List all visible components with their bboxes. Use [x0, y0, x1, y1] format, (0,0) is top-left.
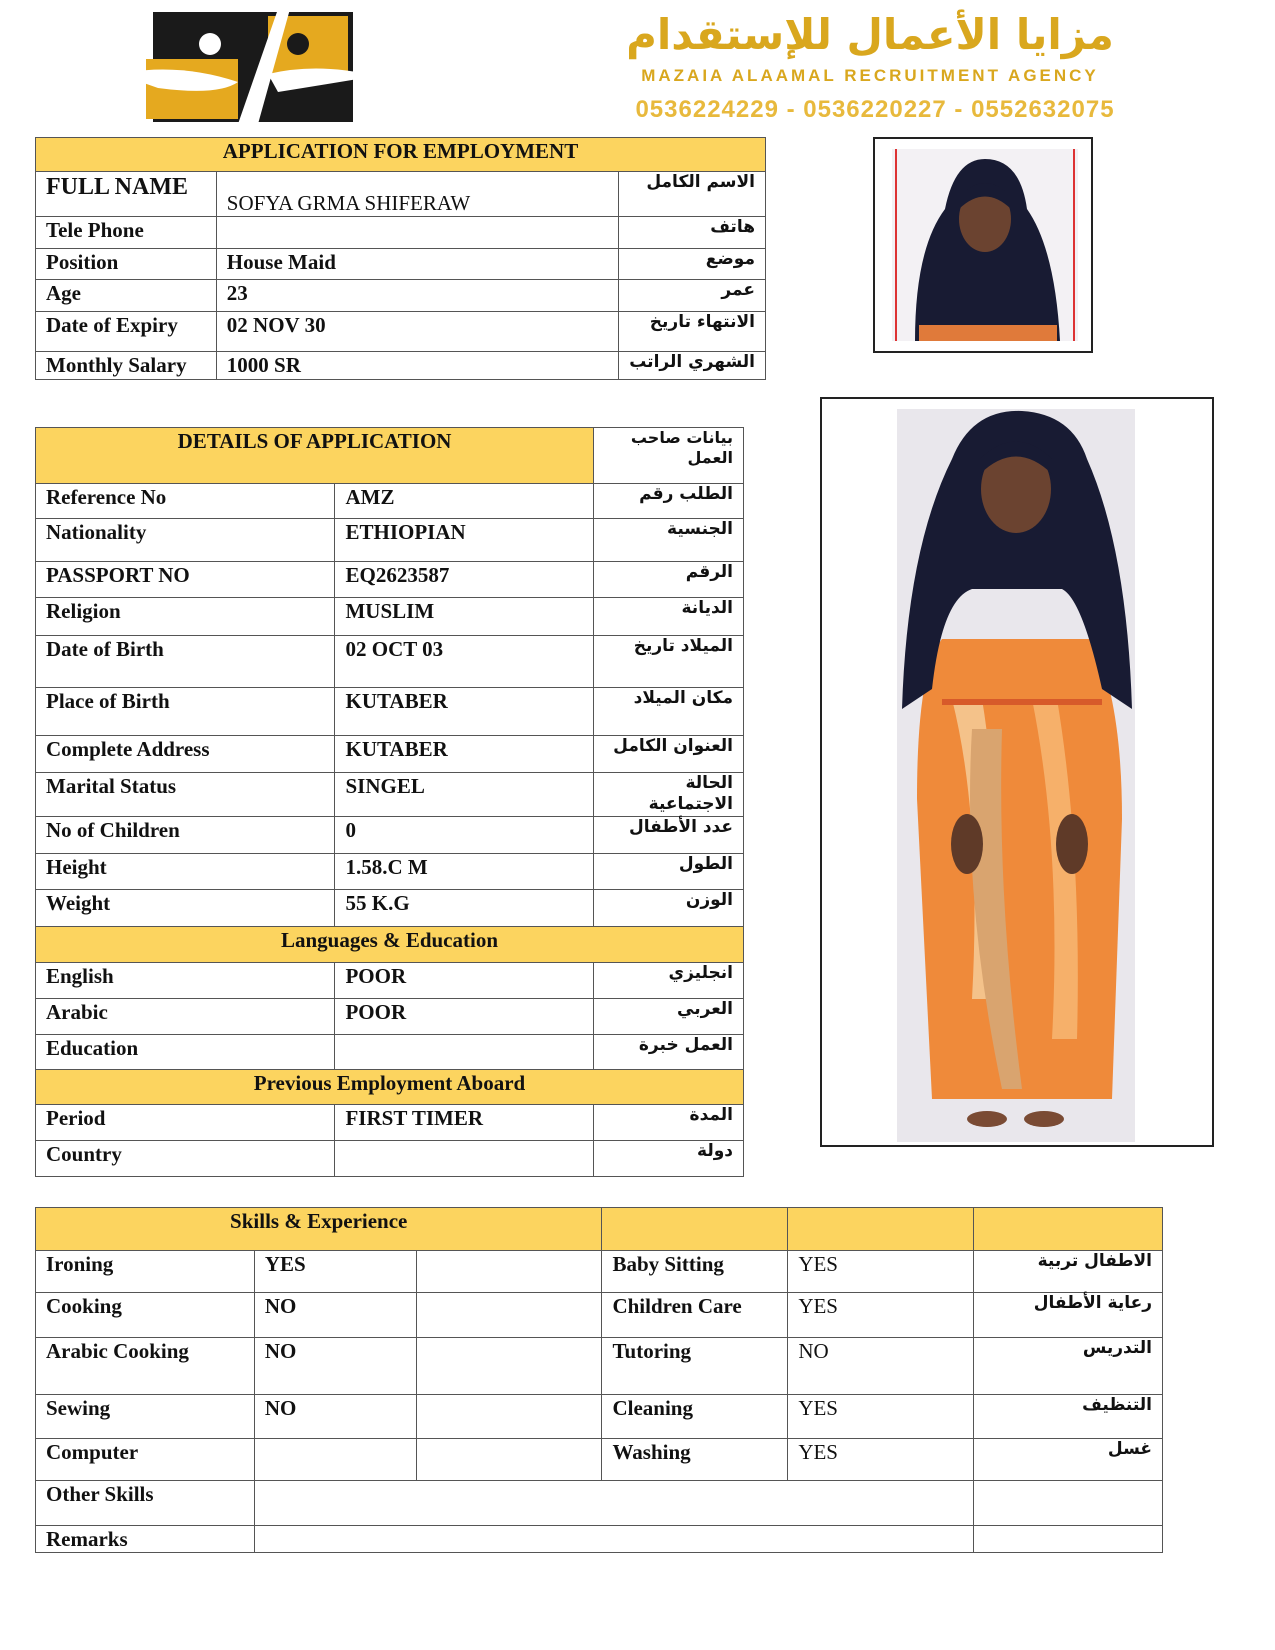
- skills-title: Skills & Experience: [36, 1208, 602, 1251]
- remarks-label: Remarks: [36, 1526, 255, 1553]
- reference-no-label-ar: الطلب رقم: [594, 484, 744, 519]
- skills-table: [35, 1207, 1163, 1553]
- skill-children-care-label-ar: رعاية الأطفال: [974, 1293, 1163, 1338]
- date-of-expiry-label-ar: الانتهاء تاريخ: [619, 312, 766, 352]
- full-body-photo: [820, 397, 1214, 1147]
- height-value: 1.58.C M: [335, 853, 594, 889]
- skill-computer-value: [254, 1439, 416, 1481]
- application-title: APPLICATION FOR EMPLOYMENT: [36, 138, 766, 172]
- skill-ironing-value: YES: [254, 1251, 416, 1293]
- monthly-salary-label: Monthly Salary: [36, 352, 217, 380]
- english-label: English: [36, 962, 335, 998]
- skill-baby-sitting-label: Baby Sitting: [602, 1251, 788, 1293]
- period-value: FIRST TIMER: [335, 1104, 594, 1140]
- skill-cleaning-label-ar: التنظيف: [974, 1395, 1163, 1439]
- complete-address-label-ar: العنوان الكامل: [594, 736, 744, 773]
- details-title: DETAILS OF APPLICATION: [36, 428, 594, 484]
- logo-mark-icon: [118, 4, 376, 130]
- skill-sewing-label: Sewing: [36, 1395, 255, 1439]
- skill-tutoring-value: NO: [788, 1338, 974, 1395]
- position-label-ar: موضع: [619, 249, 766, 280]
- skill-children-care-label: Children Care: [602, 1293, 788, 1338]
- telephone-value: [216, 217, 618, 249]
- weight-label-ar: الوزن: [594, 889, 744, 926]
- skills-header-blank-2: [788, 1208, 974, 1251]
- details-table: [35, 427, 744, 1177]
- skill-cleaning-label: Cleaning: [602, 1395, 788, 1439]
- telephone-label-ar: هاتف: [619, 217, 766, 249]
- complete-address-label: Complete Address: [36, 736, 335, 773]
- age-value: 23: [216, 280, 618, 312]
- place-of-birth-label-ar: مكان الميلاد: [594, 688, 744, 736]
- telephone-label: Tele Phone: [36, 217, 217, 249]
- skill-cooking-blank: [416, 1293, 602, 1338]
- age-label-ar: عمر: [619, 280, 766, 312]
- date-of-birth-label-ar: الميلاد تاريخ: [594, 636, 744, 688]
- company-name-english: MAZAIA ALAAMAL RECRUITMENT AGENCY: [641, 66, 1099, 85]
- position-value: House Maid: [216, 249, 618, 280]
- date-of-birth-label: Date of Birth: [36, 636, 335, 688]
- complete-address-value: KUTABER: [335, 736, 594, 773]
- country-label: Country: [36, 1140, 335, 1176]
- education-label-ar: العمل خبرة: [594, 1034, 744, 1069]
- period-label: Period: [36, 1104, 335, 1140]
- nationality-label: Nationality: [36, 519, 335, 562]
- arabic-value: POOR: [335, 998, 594, 1034]
- arabic-label: Arabic: [36, 998, 335, 1034]
- date-of-expiry-label: Date of Expiry: [36, 312, 217, 352]
- remarks-value: [254, 1526, 973, 1553]
- marital-status-value: SINGEL: [335, 773, 594, 817]
- place-of-birth-label: Place of Birth: [36, 688, 335, 736]
- remarks-blank: [974, 1526, 1163, 1553]
- languages-title: Languages & Education: [36, 926, 744, 962]
- skill-children-care-value: YES: [788, 1293, 974, 1338]
- details-title-ar: بيانات صاحب العمل: [594, 428, 744, 484]
- place-of-birth-value: KUTABER: [335, 688, 594, 736]
- position-label: Position: [36, 249, 217, 280]
- reference-no-value: AMZ: [335, 484, 594, 519]
- english-value: POOR: [335, 962, 594, 998]
- portrait-photo-icon: [875, 139, 1091, 351]
- skill-cooking-value: NO: [254, 1293, 416, 1338]
- reference-no-label: Reference No: [36, 484, 335, 519]
- religion-value: MUSLIM: [335, 598, 594, 636]
- age-label: Age: [36, 280, 217, 312]
- passport-no-value: EQ2623587: [335, 562, 594, 598]
- skill-cooking-label: Cooking: [36, 1293, 255, 1338]
- passport-no-label-ar: الرقم: [594, 562, 744, 598]
- skill-arabic-cooking-blank: [416, 1338, 602, 1395]
- skill-ironing-label: Ironing: [36, 1251, 255, 1293]
- skills-header-blank-3: [974, 1208, 1163, 1251]
- marital-status-label-ar: الحالة الاجتماعية: [594, 773, 744, 817]
- skill-baby-sitting-label-ar: الاطفال تربية: [974, 1251, 1163, 1293]
- height-label-ar: الطول: [594, 853, 744, 889]
- other-skills-blank: [974, 1481, 1163, 1526]
- education-value: [335, 1034, 594, 1069]
- skill-washing-value: YES: [788, 1439, 974, 1481]
- no-of-children-label: No of Children: [36, 816, 335, 853]
- passport-no-label: PASSPORT NO: [36, 562, 335, 598]
- previous-employment-title: Previous Employment Aboard: [36, 1069, 744, 1104]
- date-of-expiry-value: 02 NOV 30: [216, 312, 618, 352]
- period-label-ar: المدة: [594, 1104, 744, 1140]
- education-label: Education: [36, 1034, 335, 1069]
- english-label-ar: انجليزي: [594, 962, 744, 998]
- religion-label: Religion: [36, 598, 335, 636]
- full-name-label: FULL NAME: [36, 172, 217, 217]
- weight-value: 55 K.G: [335, 889, 594, 926]
- country-value: [335, 1140, 594, 1176]
- skill-computer-blank: [416, 1439, 602, 1481]
- full-name-label-ar: الاسم الكامل: [619, 172, 766, 217]
- skill-washing-label-ar: غسل: [974, 1439, 1163, 1481]
- weight-label: Weight: [36, 889, 335, 926]
- application-table: [35, 137, 766, 380]
- skill-arabic-cooking-label: Arabic Cooking: [36, 1338, 255, 1395]
- skill-arabic-cooking-value: NO: [254, 1338, 416, 1395]
- monthly-salary-value: 1000 SR: [216, 352, 618, 380]
- marital-status-label: Marital Status: [36, 773, 335, 817]
- skill-computer-label: Computer: [36, 1439, 255, 1481]
- arabic-label-ar: العربي: [594, 998, 744, 1034]
- nationality-label-ar: الجنسية: [594, 519, 744, 562]
- full-name-value: SOFYA GRMA SHIFERAW: [216, 172, 618, 217]
- skill-baby-sitting-value: YES: [788, 1251, 974, 1293]
- religion-label-ar: الديانة: [594, 598, 744, 636]
- skill-washing-label: Washing: [602, 1439, 788, 1481]
- skill-sewing-value: NO: [254, 1395, 416, 1439]
- country-label-ar: دولة: [594, 1140, 744, 1176]
- monthly-salary-label-ar: الشهري الراتب: [619, 352, 766, 380]
- other-skills-label: Other Skills: [36, 1481, 255, 1526]
- skill-tutoring-label: Tutoring: [602, 1338, 788, 1395]
- company-phones: 0536224229 - 0536220227 - 0552632075: [635, 96, 1115, 123]
- skill-cleaning-value: YES: [788, 1395, 974, 1439]
- nationality-value: ETHIOPIAN: [335, 519, 594, 562]
- company-logo: [118, 4, 376, 130]
- date-of-birth-value: 02 OCT 03: [335, 636, 594, 688]
- no-of-children-value: 0: [335, 816, 594, 853]
- passport-photo: [873, 137, 1093, 353]
- skill-ironing-blank: [416, 1251, 602, 1293]
- height-label: Height: [36, 853, 335, 889]
- no-of-children-label-ar: عدد الأطفال: [594, 816, 744, 853]
- skill-sewing-blank: [416, 1395, 602, 1439]
- full-body-portrait-icon: [822, 399, 1212, 1145]
- skills-header-blank-1: [602, 1208, 788, 1251]
- skill-tutoring-label-ar: التدريس: [974, 1338, 1163, 1395]
- other-skills-value: [254, 1481, 973, 1526]
- company-name-arabic: مزايا الأعمال للإستقدام: [626, 10, 1114, 59]
